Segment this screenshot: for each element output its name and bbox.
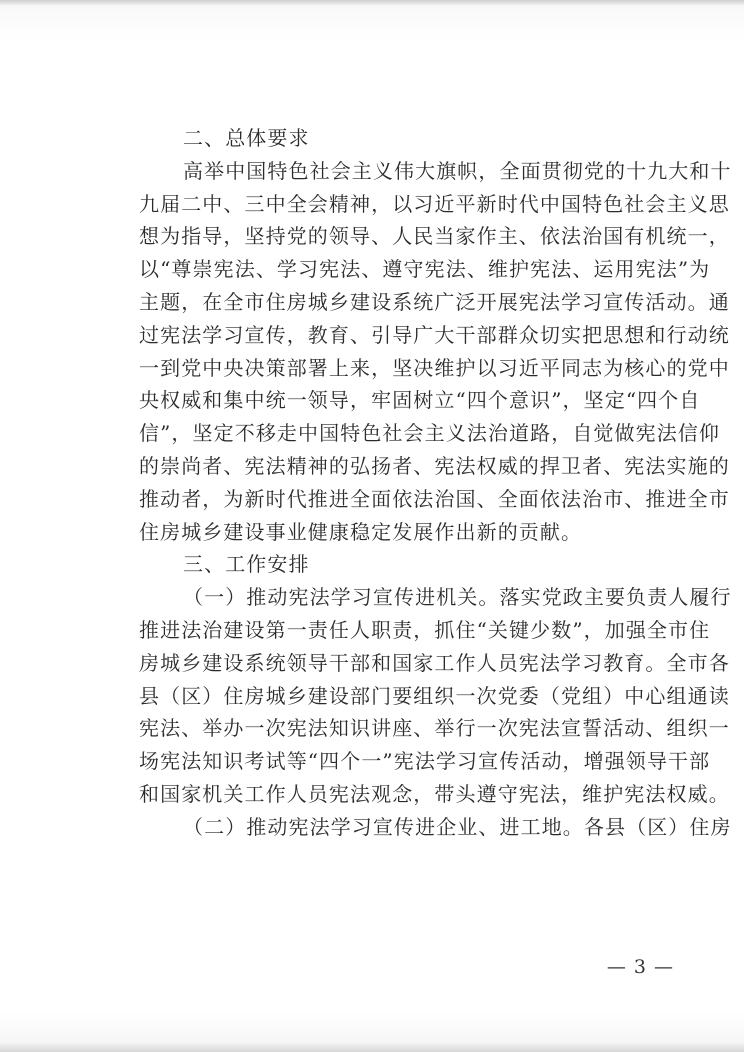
document-body: [139, 122, 732, 844]
paragraph-line: 九届二中、三中全会精神，以习近平新时代中国特色社会主义思: [139, 191, 730, 216]
paragraph-line-end: 住房城乡建设事业健康稳定发展作出新的贡献。: [139, 519, 583, 544]
paragraph-line: 主题，在全市住房城乡建设系统广泛开展宪法学习宣传活动。通: [139, 289, 730, 314]
section-heading-general-requirements: 二、总体要求: [183, 126, 310, 150]
paragraph-line: 过宪法学习宣传，教育、引导广大干部群众切实把思想和行动统: [139, 322, 730, 347]
paragraph-line: 以“尊崇宪法、学习宪法、遵守宪法、维护宪法、运用宪法”为: [139, 257, 711, 282]
paragraph-line: 信”，坚定不移走中国特色社会主义法治道路，自觉做宪法信仰: [139, 421, 721, 446]
scan-edge-top: [0, 0, 744, 6]
scan-edge-bottom: [0, 1042, 744, 1052]
paragraph-line: 央权威和集中统一领导，牢固树立“四个意识”，坚定“四个自: [139, 388, 701, 413]
paragraph-line: （二）推动宪法学习宣传进企业、进工地。各县（区）住房: [183, 814, 732, 839]
paragraph-line: 和国家机关工作人员宪法观念，带头遵守宪法，维护宪法权威。: [139, 781, 730, 806]
paragraph-line: 高举中国特色社会主义伟大旗帜，全面贯彻党的十九大和十: [183, 158, 732, 183]
paragraph-line: （一）推动宪法学习宣传进机关。落实党政主要负责人履行: [183, 585, 732, 610]
paragraph-line: 想为指导，坚持党的领导、人民当家作主、依法治国有机统一，: [139, 224, 730, 249]
paragraph-line: 推动者，为新时代推进全面依法治国、全面依法治市、推进全市: [139, 486, 730, 511]
page-number: — 3 —: [606, 956, 674, 978]
section-heading-work-arrangements: 三、工作安排: [183, 552, 310, 577]
paragraph-line: 县（区）住房城乡建设部门要组织一次党委（党组）中心组通读: [139, 683, 730, 708]
paragraph-line: 一到党中央决策部署上来，坚决维护以习近平同志为核心的党中: [139, 355, 730, 380]
paragraph-line: 房城乡建设系统领导干部和国家工作人员宪法学习教育。全市各: [139, 650, 730, 675]
paragraph-line: 推进法治建设第一责任人职责，抓住“关键少数”，加强全市住: [139, 617, 711, 642]
paragraph-line: 场宪法知识考试等“四个一”宪法学习宣传活动，增强领导干部: [139, 749, 711, 774]
paragraph-line: 宪法、举办一次宪法知识讲座、举行一次宪法宣誓活动、组织一: [139, 716, 730, 741]
paragraph-line: 的崇尚者、宪法精神的弘扬者、宪法权威的捍卫者、宪法实施的: [139, 453, 730, 478]
